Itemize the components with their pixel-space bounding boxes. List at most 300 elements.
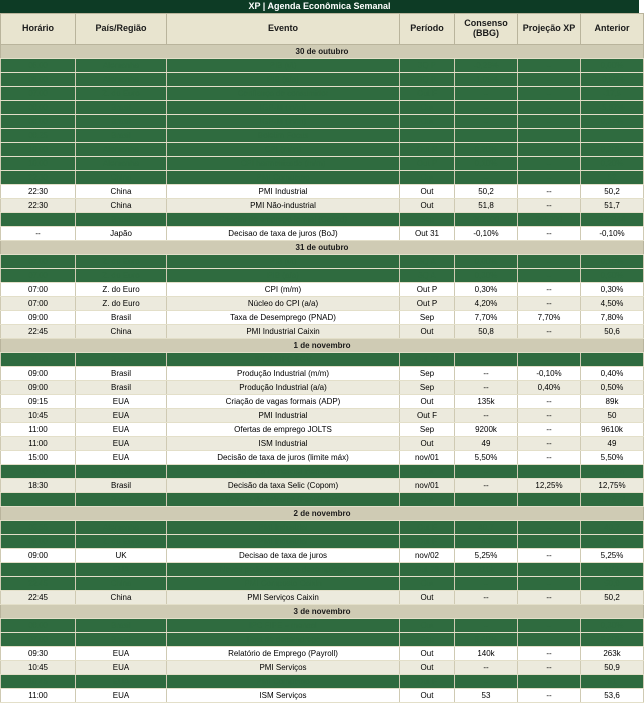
section-header-row bbox=[1, 241, 644, 255]
table-row[interactable] bbox=[1, 87, 644, 101]
column-header-horario: Horário bbox=[1, 14, 76, 45]
cell-pais: Brasil bbox=[76, 129, 167, 143]
cell-projecao: -- bbox=[518, 437, 581, 451]
cell-evento: PMI Não-industrial bbox=[167, 199, 400, 213]
cell-periodo: Out bbox=[400, 395, 455, 409]
cell-evento: Ofertas de emprego JOLTS bbox=[167, 423, 400, 437]
cell-consenso: -- bbox=[455, 479, 518, 493]
section-label: 1 de novembro bbox=[1, 339, 644, 353]
cell-consenso: -- bbox=[455, 87, 518, 101]
cell-pais: Brasil bbox=[76, 115, 167, 129]
cell-periodo: Sep bbox=[400, 213, 455, 227]
cell-pais: EUA bbox=[76, 423, 167, 437]
cell-projecao: -- bbox=[518, 353, 581, 367]
cell-pais: Brasil bbox=[76, 213, 167, 227]
table-row[interactable] bbox=[1, 353, 644, 367]
cell-anterior: 51,7 bbox=[581, 199, 644, 213]
cell-periodo: Out 27 bbox=[400, 353, 455, 367]
cell-pais: Brasil bbox=[76, 381, 167, 395]
cell-periodo: Out bbox=[400, 661, 455, 675]
cell-evento: Núcleo do CPI (a/a) bbox=[167, 297, 400, 311]
table-row[interactable] bbox=[1, 297, 644, 311]
cell-consenso: -0,10% bbox=[455, 227, 518, 241]
cell-consenso: -- bbox=[455, 465, 518, 479]
cell-horario: 08:25 bbox=[1, 129, 76, 143]
cell-periodo: Out F bbox=[400, 521, 455, 535]
cell-horario: 08:00 bbox=[1, 619, 76, 633]
cell-anterior: 0,37% bbox=[581, 115, 644, 129]
cell-anterior: 40,7 bbox=[581, 521, 644, 535]
cell-horario: 06:00 bbox=[1, 59, 76, 73]
cell-consenso: 50,8 bbox=[455, 325, 518, 339]
cell-evento: IGP-M (m/m) bbox=[167, 101, 400, 115]
table-row[interactable] bbox=[1, 521, 644, 535]
cell-consenso: 0,30% bbox=[455, 283, 518, 297]
column-header-periodo: Período bbox=[400, 14, 455, 45]
cell-evento: Confiança do consumidor bbox=[167, 87, 400, 101]
table-row[interactable] bbox=[1, 423, 644, 437]
cell-periodo: Out bbox=[400, 647, 455, 661]
table-row[interactable] bbox=[1, 269, 644, 283]
cell-anterior: -5,87% bbox=[581, 101, 644, 115]
table-row[interactable] bbox=[1, 213, 644, 227]
cell-evento: Decisão de taxa de juros (limite máx) bbox=[167, 451, 400, 465]
table-row[interactable] bbox=[1, 591, 644, 605]
cell-projecao: -- bbox=[518, 171, 581, 185]
cell-evento: Taxa de Desemprego (PNAD) bbox=[167, 311, 400, 325]
cell-horario: 15:00 bbox=[1, 451, 76, 465]
cell-periodo: nov/01 bbox=[400, 451, 455, 465]
section-label: 31 de outubro bbox=[1, 241, 644, 255]
table-row[interactable] bbox=[1, 465, 644, 479]
cell-evento: CPI (m/m) bbox=[167, 143, 400, 157]
cell-horario: 09:00 bbox=[1, 549, 76, 563]
cell-consenso: 6,40% bbox=[455, 633, 518, 647]
cell-pais: Alemanha bbox=[76, 143, 167, 157]
cell-pais: EUA bbox=[76, 409, 167, 423]
cell-evento: PMI Composto bbox=[167, 675, 400, 689]
section-label: 2 de novembro bbox=[1, 507, 644, 521]
table-row[interactable] bbox=[1, 549, 644, 563]
cell-anterior: 0,40% bbox=[581, 367, 644, 381]
cell-pais: Alemanha bbox=[76, 521, 167, 535]
table-row[interactable] bbox=[1, 59, 644, 73]
cell-evento: PIB (a/a) bbox=[167, 269, 400, 283]
cell-periodo: Sep bbox=[400, 381, 455, 395]
cell-evento: PMI Industrial bbox=[167, 521, 400, 535]
column-header-consenso: Consenso (BBG) bbox=[455, 14, 518, 45]
cell-projecao: -- bbox=[518, 143, 581, 157]
cell-projecao: -- bbox=[518, 563, 581, 577]
table-row[interactable] bbox=[1, 171, 644, 185]
cell-pais: China bbox=[76, 577, 167, 591]
cell-pais: Japão bbox=[76, 227, 167, 241]
cell-consenso: 40,7 bbox=[455, 521, 518, 535]
cell-anterior: 0,30% bbox=[581, 283, 644, 297]
cell-consenso: 49 bbox=[455, 437, 518, 451]
cell-projecao: 7,70% bbox=[518, 311, 581, 325]
cell-pais: Brasil bbox=[76, 367, 167, 381]
cell-pais: Alemanha bbox=[76, 157, 167, 171]
table-row[interactable] bbox=[1, 227, 644, 241]
cell-evento: CPI harmonizado (m/m) bbox=[167, 157, 400, 171]
cell-projecao: -- bbox=[518, 647, 581, 661]
cell-pais: EUA bbox=[76, 563, 167, 577]
cell-horario: 07:00 bbox=[1, 269, 76, 283]
cell-anterior: 210k bbox=[581, 563, 644, 577]
table-row[interactable] bbox=[1, 619, 644, 633]
cell-horario: -- bbox=[1, 493, 76, 507]
cell-projecao: -- bbox=[518, 521, 581, 535]
cell-evento: PMI Serviços bbox=[167, 661, 400, 675]
cell-anterior: 50,2 bbox=[581, 185, 644, 199]
table-row[interactable] bbox=[1, 661, 644, 675]
cell-evento: Criação de vagas formais (ADP) bbox=[167, 395, 400, 409]
cell-horario: -- bbox=[1, 213, 76, 227]
cell-evento: IPC FIPE – mensal bbox=[167, 619, 400, 633]
cell-anterior: 0,10% bbox=[581, 255, 644, 269]
cell-anterior: 53,6 bbox=[581, 689, 644, 703]
cell-anterior: 4,50% bbox=[581, 297, 644, 311]
table-row[interactable] bbox=[1, 199, 644, 213]
cell-periodo: Out bbox=[400, 171, 455, 185]
table-row[interactable] bbox=[1, 143, 644, 157]
cell-projecao: -0,10% bbox=[518, 367, 581, 381]
cell-projecao: -- bbox=[518, 619, 581, 633]
cell-projecao: 0,40% bbox=[518, 381, 581, 395]
cell-evento: Decisao de taxa de juros bbox=[167, 549, 400, 563]
cell-evento: CPI (m/m) bbox=[167, 283, 400, 297]
cell-evento: IPCA | IPC FGV bbox=[167, 353, 400, 367]
cell-projecao: -- bbox=[518, 283, 581, 297]
cell-consenso: 210k bbox=[455, 563, 518, 577]
cell-evento: PIB (a/a) bbox=[167, 73, 400, 87]
table-row[interactable] bbox=[1, 255, 644, 269]
cell-anterior: -0,10% bbox=[581, 227, 644, 241]
cell-horario: 08:00 bbox=[1, 353, 76, 367]
cell-projecao: -- bbox=[518, 409, 581, 423]
cell-projecao: -- bbox=[518, 325, 581, 339]
cell-evento: PMI Industrial bbox=[167, 185, 400, 199]
cell-anterior: 6,40% bbox=[581, 633, 644, 647]
cell-pais: Z. do Euro bbox=[76, 283, 167, 297]
cell-horario: 22:30 bbox=[1, 199, 76, 213]
table-row[interactable] bbox=[1, 535, 644, 549]
cell-projecao: -- bbox=[518, 59, 581, 73]
table-row[interactable] bbox=[1, 479, 644, 493]
cell-anterior: -0,90% bbox=[581, 73, 644, 87]
cell-pais: EUA bbox=[76, 437, 167, 451]
cell-projecao: -- bbox=[518, 535, 581, 549]
cell-projecao: -- bbox=[518, 115, 581, 129]
cell-periodo: Out 28 bbox=[400, 563, 455, 577]
cell-pais: China bbox=[76, 325, 167, 339]
table-row[interactable] bbox=[1, 283, 644, 297]
cell-periodo: Out F bbox=[400, 535, 455, 549]
cell-anterior: 0,50% bbox=[581, 269, 644, 283]
table-row[interactable] bbox=[1, 73, 644, 87]
cell-pais: China bbox=[76, 199, 167, 213]
table-row[interactable] bbox=[1, 381, 644, 395]
cell-anterior: 220844 bbox=[581, 213, 644, 227]
cell-anterior: 52 bbox=[581, 171, 644, 185]
cell-horario: 07:00 bbox=[1, 297, 76, 311]
cell-periodo: Out P bbox=[400, 297, 455, 311]
cell-periodo: Sep bbox=[400, 311, 455, 325]
cell-consenso: 43 bbox=[455, 535, 518, 549]
cell-periodo: Sep bbox=[400, 633, 455, 647]
cell-consenso: 5,25% bbox=[455, 549, 518, 563]
table-row[interactable] bbox=[1, 115, 644, 129]
cell-horario: 22:45 bbox=[1, 577, 76, 591]
cell-projecao: -- bbox=[518, 549, 581, 563]
cell-projecao: -- bbox=[518, 87, 581, 101]
cell-projecao: -- bbox=[518, 297, 581, 311]
cell-projecao: -- bbox=[518, 591, 581, 605]
cell-evento: Boletim Focus bbox=[167, 129, 400, 143]
cell-periodo: Out bbox=[400, 101, 455, 115]
cell-projecao: -- bbox=[518, 269, 581, 283]
cell-consenso: 4,20% bbox=[455, 297, 518, 311]
cell-anterior: 12,75% bbox=[581, 479, 644, 493]
section-header-row bbox=[1, 605, 644, 619]
cell-horario: 06:00 bbox=[1, 535, 76, 549]
cell-projecao: -- bbox=[518, 101, 581, 115]
cell-periodo: Out bbox=[400, 619, 455, 633]
cell-periodo: Out F bbox=[400, 409, 455, 423]
cell-projecao: -- bbox=[518, 465, 581, 479]
cell-periodo: 3Q A bbox=[400, 255, 455, 269]
cell-pais: EUA bbox=[76, 451, 167, 465]
cell-horario: 08:00 bbox=[1, 115, 76, 129]
table-row[interactable] bbox=[1, 101, 644, 115]
cell-anterior: 50 bbox=[581, 409, 644, 423]
cell-periodo: Out bbox=[400, 591, 455, 605]
cell-consenso: 140k bbox=[455, 647, 518, 661]
cell-periodo: Out P bbox=[400, 143, 455, 157]
cell-periodo: Out bbox=[400, 493, 455, 507]
cell-projecao: -- bbox=[518, 675, 581, 689]
cell-anterior: 0,20% bbox=[581, 157, 644, 171]
cell-consenso: 53 bbox=[455, 689, 518, 703]
cell-consenso: 0,30% bbox=[455, 269, 518, 283]
table-body bbox=[1, 45, 644, 703]
cell-horario: 07:00 bbox=[1, 255, 76, 269]
cell-anterior: -17,9 bbox=[581, 87, 644, 101]
cell-pais: Brasil bbox=[76, 493, 167, 507]
cell-anterior: 5,50% bbox=[581, 451, 644, 465]
table-row[interactable] bbox=[1, 311, 644, 325]
cell-consenso: 0,10% bbox=[455, 157, 518, 171]
economic-calendar-table bbox=[0, 13, 644, 703]
table-row[interactable] bbox=[1, 395, 644, 409]
cell-horario: 09:15 bbox=[1, 395, 76, 409]
cell-pais: Brasil bbox=[76, 465, 167, 479]
cell-pais: Z. do Euro bbox=[76, 297, 167, 311]
cell-anterior: 8994m bbox=[581, 465, 644, 479]
cell-projecao: -- bbox=[518, 633, 581, 647]
cell-periodo: Out bbox=[400, 437, 455, 451]
section-header-row bbox=[1, 507, 644, 521]
cell-anterior: 43 bbox=[581, 535, 644, 549]
cell-periodo: Out bbox=[400, 325, 455, 339]
cell-horario: 10:00 bbox=[1, 157, 76, 171]
table-header-row bbox=[1, 14, 644, 45]
cell-pais: China bbox=[76, 171, 167, 185]
cell-periodo: nov/01 bbox=[400, 479, 455, 493]
cell-pais: Z. do Euro bbox=[76, 87, 167, 101]
table-row[interactable] bbox=[1, 129, 644, 143]
cell-projecao: -- bbox=[518, 577, 581, 591]
table-row[interactable] bbox=[1, 325, 644, 339]
cell-anterior: 50,9 bbox=[581, 577, 644, 591]
cell-consenso: -- bbox=[455, 675, 518, 689]
cell-projecao: -- bbox=[518, 689, 581, 703]
table-row[interactable] bbox=[1, 409, 644, 423]
cell-projecao: -- bbox=[518, 255, 581, 269]
cell-anterior: 50,9 bbox=[581, 661, 644, 675]
cell-horario: 09:30 bbox=[1, 563, 76, 577]
cell-pais: Alemanha bbox=[76, 73, 167, 87]
cell-anterior: 0,00% bbox=[581, 59, 644, 73]
cell-pais: UK bbox=[76, 549, 167, 563]
table-row[interactable] bbox=[1, 185, 644, 199]
section-header-row bbox=[1, 45, 644, 59]
cell-horario: 10:45 bbox=[1, 675, 76, 689]
page-title: XP | Agenda Econômica Semanal bbox=[0, 0, 639, 13]
cell-periodo bbox=[400, 129, 455, 143]
section-label: 30 de outubro bbox=[1, 45, 644, 59]
cell-anterior: 50,2 bbox=[581, 591, 644, 605]
cell-periodo: Out F bbox=[400, 87, 455, 101]
cell-evento: Taxa de desemprego bbox=[167, 633, 400, 647]
cell-periodo: Out bbox=[400, 577, 455, 591]
cell-anterior: 0,50% bbox=[581, 381, 644, 395]
cell-horario: 10:00 bbox=[1, 143, 76, 157]
cell-consenso: 0,20% bbox=[455, 143, 518, 157]
cell-evento: PMI Industrial Caixin bbox=[167, 325, 400, 339]
cell-evento: PIB (t/t) bbox=[167, 255, 400, 269]
cell-pais: China bbox=[76, 591, 167, 605]
cell-projecao: -- bbox=[518, 493, 581, 507]
cell-projecao: 206000 bbox=[518, 213, 581, 227]
table-row[interactable] bbox=[1, 647, 644, 661]
column-header-evento: Evento bbox=[167, 14, 400, 45]
cell-anterior: 0,30% bbox=[581, 143, 644, 157]
cell-periodo: Out bbox=[400, 465, 455, 479]
cell-anterior: 0,30% bbox=[581, 619, 644, 633]
cell-consenso: -- bbox=[455, 353, 518, 367]
table-row[interactable] bbox=[1, 633, 644, 647]
cell-projecao: 12,25% bbox=[518, 479, 581, 493]
cell-horario: 11:00 bbox=[1, 423, 76, 437]
cell-horario: 22:45 bbox=[1, 325, 76, 339]
cell-evento: Relatório de Emprego (Payroll) bbox=[167, 647, 400, 661]
cell-consenso: -- bbox=[455, 367, 518, 381]
cell-consenso: 0,00% bbox=[455, 255, 518, 269]
table-row[interactable] bbox=[1, 675, 644, 689]
cell-evento: Vendas de veículos (Fenabrave) bbox=[167, 493, 400, 507]
cell-evento: Decisão da taxa Selic (Copom) bbox=[167, 479, 400, 493]
cell-pais: EUA bbox=[76, 661, 167, 675]
cell-periodo: Sep bbox=[400, 423, 455, 437]
cell-anterior: 263k bbox=[581, 647, 644, 661]
cell-pais: Z. do Euro bbox=[76, 255, 167, 269]
table-row[interactable] bbox=[1, 577, 644, 591]
cell-periodo: Sep bbox=[400, 367, 455, 381]
cell-anterior: 5,25% bbox=[581, 549, 644, 563]
cell-pais: Brasil bbox=[76, 619, 167, 633]
cell-evento: Balança comercial mensal bbox=[167, 465, 400, 479]
cell-horario: 22:45 bbox=[1, 591, 76, 605]
cell-horario: 05:55 bbox=[1, 521, 76, 535]
cell-consenso: -1,09% bbox=[455, 73, 518, 87]
cell-periodo: 3Q P bbox=[400, 73, 455, 87]
cell-consenso: -0,28% bbox=[455, 59, 518, 73]
cell-evento: PMI Composto Caixin bbox=[167, 577, 400, 591]
cell-periodo: Out P bbox=[400, 157, 455, 171]
cell-horario: 22:30 bbox=[1, 185, 76, 199]
cell-evento: Criação de emprego formal (Caged) bbox=[167, 213, 400, 227]
cell-evento: ISM Industrial bbox=[167, 437, 400, 451]
cell-periodo: Out bbox=[400, 185, 455, 199]
cell-horario: 07:00 bbox=[1, 87, 76, 101]
cell-horario: 08:00 bbox=[1, 101, 76, 115]
cell-horario: 11:00 bbox=[1, 437, 76, 451]
table-row[interactable] bbox=[1, 437, 644, 451]
table-row[interactable] bbox=[1, 689, 644, 703]
cell-horario: 10:45 bbox=[1, 409, 76, 423]
table-row[interactable] bbox=[1, 493, 644, 507]
cell-consenso: -- bbox=[455, 577, 518, 591]
cell-anterior: 197673 bbox=[581, 493, 644, 507]
cell-evento: PMI Industrial bbox=[167, 535, 400, 549]
table-row[interactable] bbox=[1, 451, 644, 465]
cell-consenso: -- bbox=[455, 381, 518, 395]
cell-pais: China bbox=[76, 185, 167, 199]
cell-pais: Z. do Euro bbox=[76, 269, 167, 283]
cell-anterior: 9610k bbox=[581, 423, 644, 437]
cell-horario: 07:00 bbox=[1, 283, 76, 297]
cell-pais: EUA bbox=[76, 395, 167, 409]
cell-pais: EUA bbox=[76, 675, 167, 689]
cell-periodo: Out F bbox=[400, 675, 455, 689]
cell-periodo: Out bbox=[400, 199, 455, 213]
cell-pais: Brasil bbox=[76, 633, 167, 647]
table-row[interactable] bbox=[1, 157, 644, 171]
cell-consenso: 7,70% bbox=[455, 311, 518, 325]
cell-consenso: -- bbox=[455, 101, 518, 115]
cell-consenso: -- bbox=[455, 115, 518, 129]
cell-horario: 16:00 bbox=[1, 465, 76, 479]
cell-anterior bbox=[581, 129, 644, 143]
table-row[interactable] bbox=[1, 563, 644, 577]
cell-pais: Z. do Euro bbox=[76, 535, 167, 549]
cell-consenso: 50,2 bbox=[455, 185, 518, 199]
cell-horario: -- bbox=[1, 227, 76, 241]
table-row[interactable] bbox=[1, 367, 644, 381]
cell-periodo: 3Q A bbox=[400, 269, 455, 283]
column-header-anterior: Anterior bbox=[581, 14, 644, 45]
cell-consenso: -- bbox=[455, 409, 518, 423]
cell-pais: Brasil bbox=[76, 101, 167, 115]
cell-horario: 09:00 bbox=[1, 381, 76, 395]
cell-periodo: Out 31 bbox=[400, 227, 455, 241]
cell-periodo: Out bbox=[400, 115, 455, 129]
cell-evento: PMI Serviços Caixin bbox=[167, 591, 400, 605]
column-header-projecao: Projeção XP bbox=[518, 14, 581, 45]
section-header-row bbox=[1, 339, 644, 353]
